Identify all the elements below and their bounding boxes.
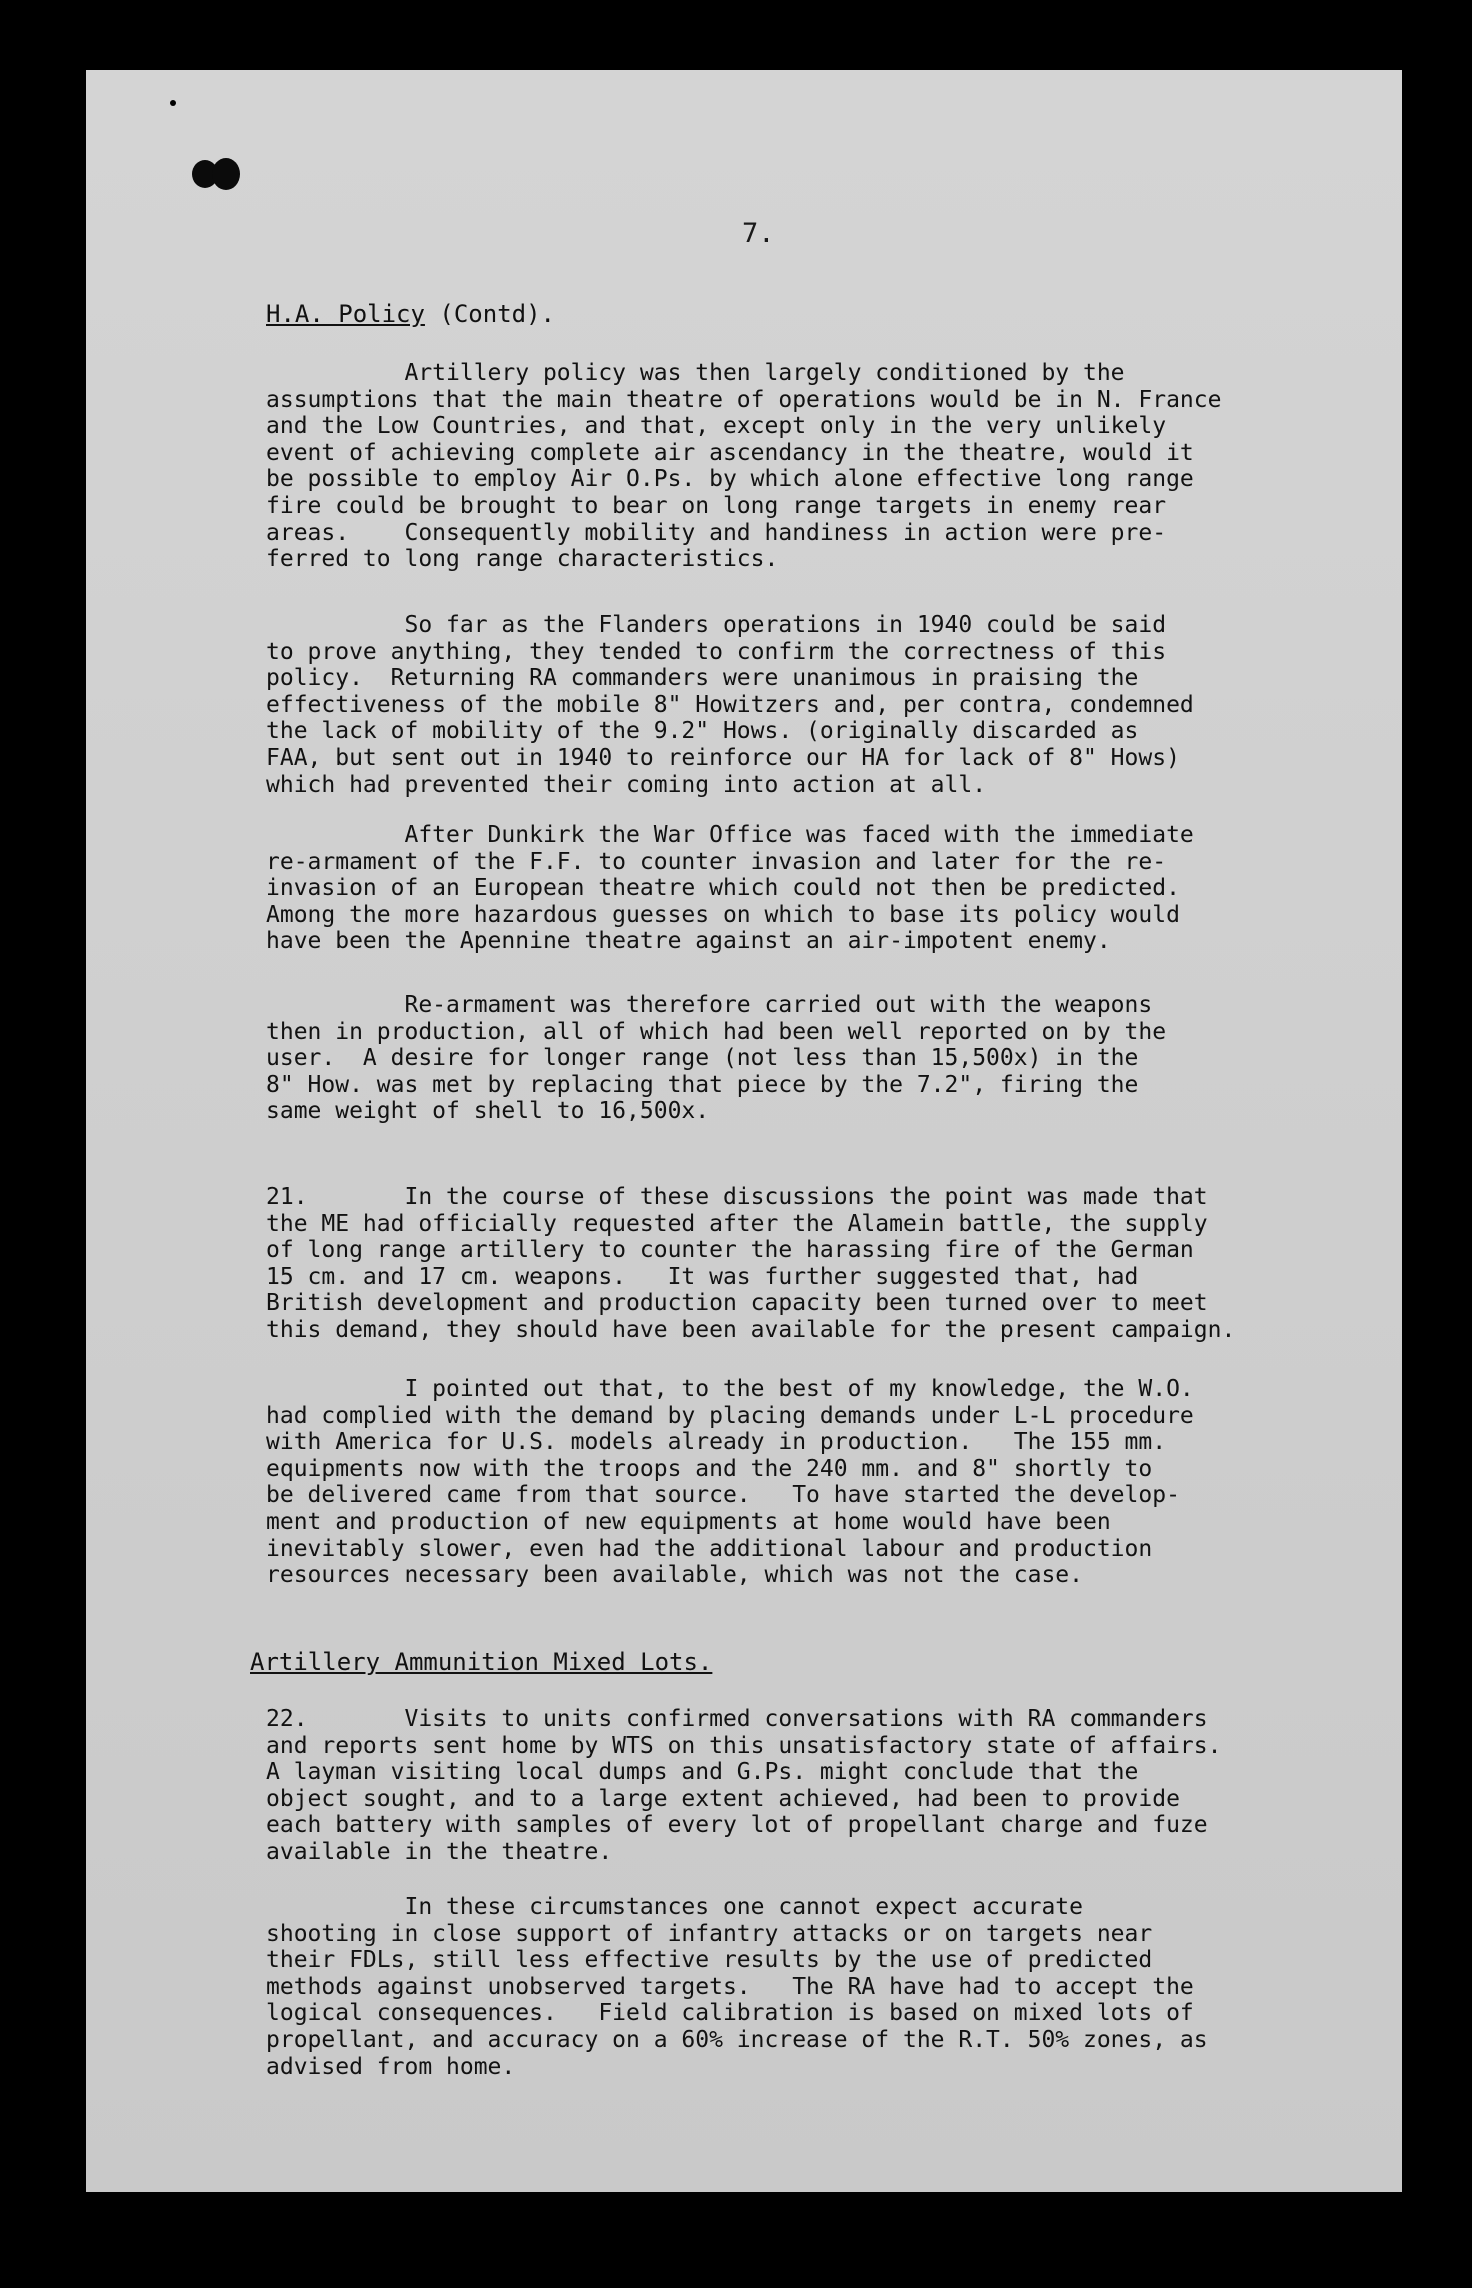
ink-speck	[170, 100, 176, 106]
paragraph-21-knowledge: I pointed out that, to the best of my knowledge, the W.O. had complied with the demand by placing demands under L-L procedure with America for U.S. models already in production. The 155 mm. equipments now with the troops and the 240 mm. and 8" shortly to be delivered came from that source. To have started the develop- ment and production of new equipments at home would have been inevitably slower, even had the additional labour and production resources necessary been available, which was not the case.	[266, 1376, 1194, 1589]
paragraph-artillery-policy: Artillery policy was then largely conditioned by the assumptions that the main theatre of operations would be in N. France and the Low Countries, and that, except only in the very unlikely event of achieving complete air ascendancy in the theatre, would it be possible to employ Air O.Ps. by which alone effective long range fire could be brought to bear on long range targets in enemy rear areas. Consequently mobility and handiness in action were pre- ferred to long range characteristics.	[266, 360, 1222, 573]
paragraph-flanders-operations: So far as the Flanders operations in 1940 could be said to prove anything, they tended to confirm the correctness of this policy. Returning RA commanders were unanimous in praising the effectiveness of the mobile 8" Howitzers and, per contra, condemned the lack of mobility of the 9.2" Hows. (originally discarded as FAA, but sent out in 1940 to reinforce our HA for lack of 8" Hows) which had prevented their coming into action at all.	[266, 612, 1194, 798]
section-heading-ammunition-title: Artillery Ammunition Mixed Lots.	[250, 1648, 713, 1676]
section-heading-ammunition	[250, 1648, 712, 1676]
page-number: 7.	[742, 218, 775, 249]
document-page	[86, 70, 1402, 2192]
section-heading-ha-policy	[266, 300, 555, 328]
section-heading-ha-policy-suffix: (Contd).	[439, 300, 555, 328]
ink-blot-right	[212, 158, 240, 190]
paragraph-21-discussions: 21. In the course of these discussions the point was made that the ME had officially requested after the Alamein battle, the supply of long range artillery to counter the harassing fire of the German 15 cm. and 17 cm. weapons. It was further suggested that, had British development and production capacity been turned over to meet this demand, they should have been available for the present campaign.	[266, 1184, 1236, 1343]
paragraph-re-armament: Re-armament was therefore carried out with the weapons then in production, all of which had been well reported on by the user. A desire for longer range (not less than 15,500x) in the 8" How. was met by replacing that piece by the 7.2", firing the same weight of shell to 16,500x.	[266, 992, 1167, 1125]
paragraph-22-visits: 22. Visits to units confirmed conversations with RA commanders and reports sent home by WTS on this unsatisfactory state of affairs. A layman visiting local dumps and G.Ps. might conclude that the object sought, and to a large extent achieved, had been to provide each battery with samples of every lot of propellant charge and fuze available in the theatre.	[266, 1706, 1222, 1865]
paragraph-22-circumstances: In these circumstances one cannot expect accurate shooting in close support of infantry attacks or on targets near their FDLs, still less effective results by the use of predicted methods against unobserved targets. The RA have had to accept the logical consequences. Field calibration is based on mixed lots of propellant, and accuracy on a 60% increase of the R.T. 50% zones, as advised from home.	[266, 1894, 1208, 2080]
section-heading-ha-policy-title: H.A. Policy	[266, 300, 425, 328]
paragraph-after-dunkirk: After Dunkirk the War Office was faced with the immediate re-armament of the F.F. to counter invasion and later for the re- invasion of an European theatre which could not then be predicted. Among the more hazardous guesses on which to base its policy would have been the Apennine theatre against an air-impotent enemy.	[266, 822, 1194, 955]
